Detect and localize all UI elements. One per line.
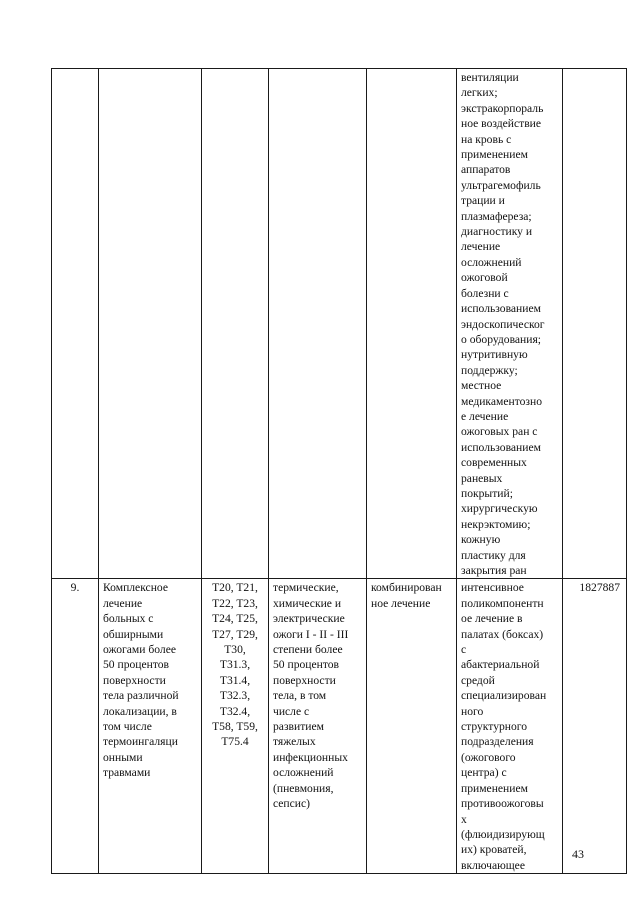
treatment-type-cell <box>367 69 457 579</box>
care-name-cell: Комплексное лечение больных с обширными ожогами более 50 процентов поверхности тела различной локализации, в том числе термоингаляци онными травмами <box>99 579 202 874</box>
patient-model-cell: термические, химические и электрические ожоги I - II - III степени более 50 процентов поверхности тела, в том числе с развитием тяжелых инфекционных осложнений (пневмония, сепсис) <box>269 579 367 874</box>
care-name-cell <box>99 69 202 579</box>
icd-codes-cell: T20, T21, T22, T23, T24, T25, T27, T29, T30, T31.3, T31.4, T32.3, T32.4, T58, T59, T75.4 <box>202 579 269 874</box>
treatment-method-cell: вентиляции легких; экстракорпораль ное воздействие на кровь с применением аппаратов ультрагемофиль трации и плазмафереза; диагностику и лечение осложнений ожоговой болезни с использованием эндоскопическог о оборудования; нутритивную поддержку; местное медикаментозно е лечение ожоговых ран с использованием современных раневых покрытий; хирургическую некрэктомию; кожную пластику для закрытия ран <box>457 69 563 579</box>
treatment-method-cell: интенсивное поликомпонентн ое лечение в палатах (боксах) с абактериальной средой специализирован ного структурного подразделения (ожогового центра) с применением противоожоговы х (флюидизирующ их) кроватей, включающее <box>457 579 563 874</box>
patient-model-cell <box>269 69 367 579</box>
page-number: 43 <box>572 847 584 861</box>
medical-care-table <box>51 68 627 874</box>
icd-codes-cell <box>202 69 269 579</box>
table-row <box>52 579 627 874</box>
row-number-cell: 9. <box>52 579 99 874</box>
cost-cell: 1827887 <box>563 579 627 874</box>
cost-cell <box>563 69 627 579</box>
treatment-type-cell: комбинирован ное лечение <box>367 579 457 874</box>
table-row <box>52 69 627 579</box>
row-number-cell <box>52 69 99 579</box>
